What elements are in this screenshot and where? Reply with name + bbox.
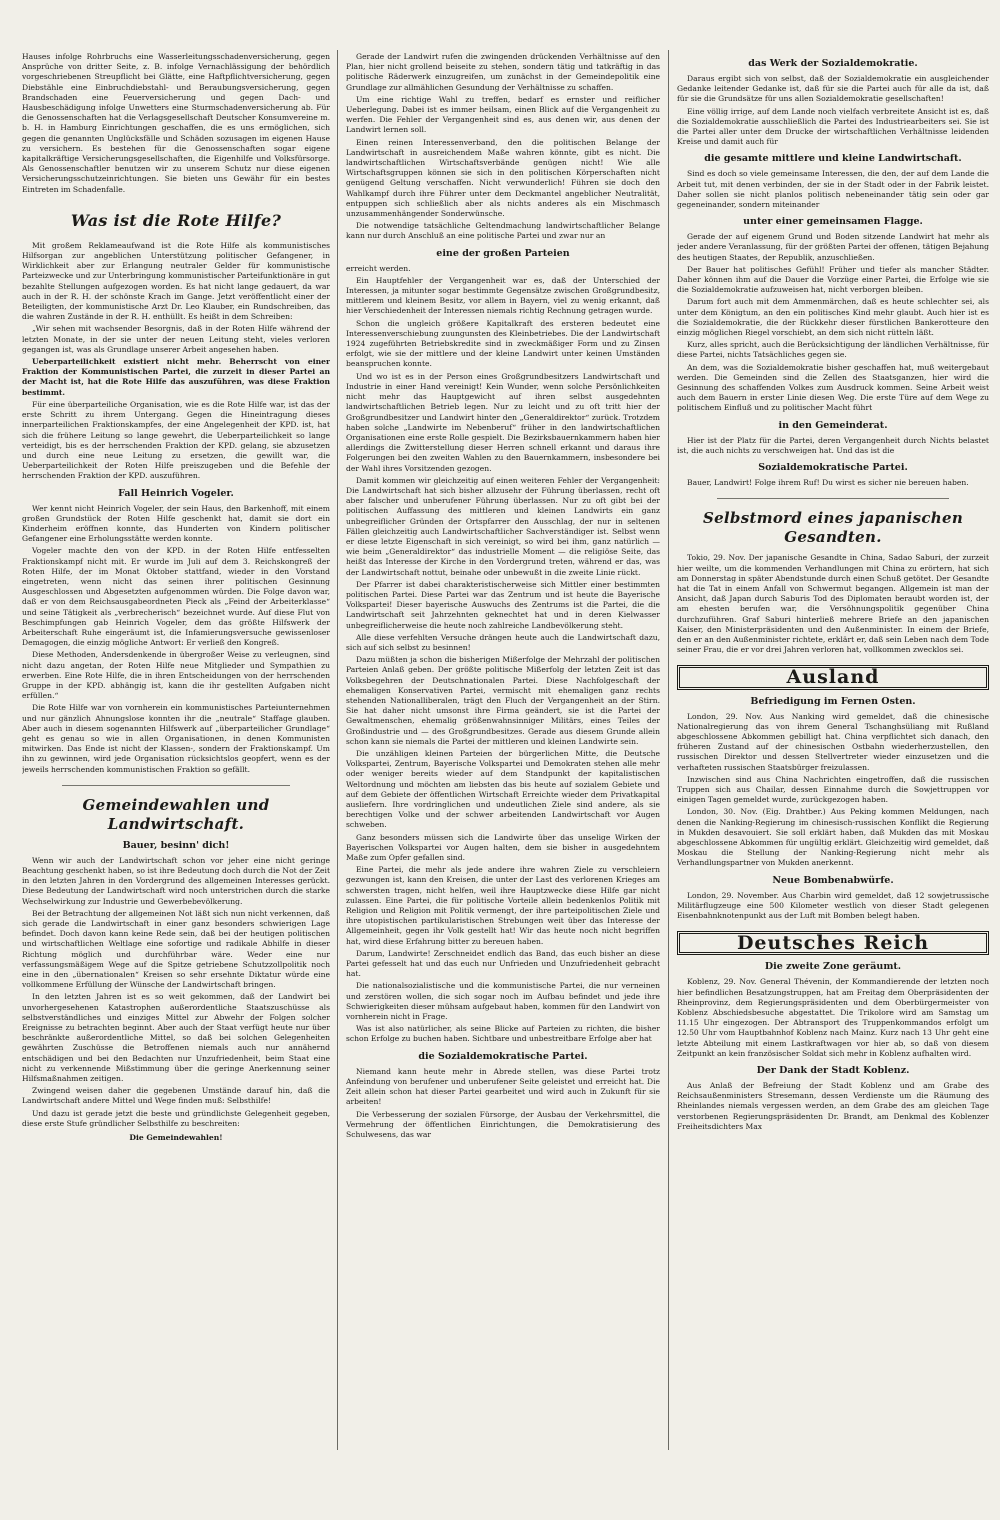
column-left [22, 52, 330, 1450]
section-box-ausland: Ausland [677, 665, 989, 689]
paragraph: Mit großem Reklameaufwand ist die Rote Hilfe als kommunistisches Hilfsorgan zur angeblichen Unterstützung politischer Gefangener, in Wirklichkeit aber zur Erlangung neutraler Gelder für kommunistische Parteizwecke und zur Unterbringung kommunistischer Parteifunktionäre in gut bezahlte Stellungen aufgezogen worden. Es hat nicht lange gedauert, da war auch in der R. H. der schönste Krach im Gange. Jetzt veröffentlicht einer der Beteiligten, der kommunistische Arzt Dr. Leo Klauber, ein Rundschreiben, das die wahren Zustände in der R. H. enthüllt. Es heißt in dem Schreiben: [22, 240, 330, 322]
paragraph: Die nationalsozialistische und die kommunistische Partei, die nur verneinen und zerstören wollen, die sich sogar noch im Aufbau befindet und jede ihre Schwierigkeiten dieser mühsam aufgebaut haben, kommen für den Landwirt von vornherein nicht in Frage. [346, 981, 660, 1022]
column-middle [346, 52, 660, 1450]
paragraph: Ueberparteilichkeit existiert nicht mehr. Beherrscht von einer Fraktion der Kommunistischen Partei, die zurzeit in dieser Partei an der Macht ist, hat die Rote Hilfe das auszuführen, was diese Fraktion bestimmt. [22, 357, 330, 397]
paragraph: Diese Methoden, Andersdenkende in übergroßer Weise zu verleugnen, sind nicht dazu angetan, der Roten Hilfe neue Mitglieder und Sympathien zu erwerben. Eine Rote Hilfe, die in ihren Entscheidungen von der herrschenden Gruppe in der KPD. abhängig ist, kann die ihr gestellten Aufgaben nicht erfüllen.“ [22, 650, 330, 701]
paragraph: Vogeler machte den von der KPD. in der Roten Hilfe entfesselten Fraktionskampf nicht mit. Er wurde im Juli auf dem 3. Reichskongreß der Roten Hilfe, der im Monat Oktober stattfand, wieder in den Vorstand eingetreten, wenn nicht das seinen ihrer politischen Gesinnung Ausgeschlossen und Abgesetzten aufgenommen würden. Die Folge davon war, daß er von dem Reichsausgabeordneten Pieck als „Feind der Arbeiterklasse“ und seine Tätigkeit als „verbrecherisch“ bezeichnet wurde. Auf diese Flut von Beschimpfungen gab Heinrich Vogeler, dem das größte Hilfswerk der Arbeiterschaft Ruhe eingeräumt ist, die Infamierungsversuche gewissenloser Demagogen, die einzig mögliche Antwort: Er verließ den Kongreß. [22, 546, 330, 648]
paragraph: Bauer, Landwirt! Folge ihrem Ruf! Du wirst es sicher nie bereuen haben. [687, 478, 969, 488]
paragraph: London, 29. Nov. Aus Nanking wird gemeldet, daß die chinesische Nationalregierung das von ihrem General Tschanghsüliang mit Rußland abgeschlossene Abkommen gebilligt hat. China verpflichtet sich danach, den früheren Zustand auf der chinesischen Ostbahn wiederherzustellen, den russischen Direktor und dessen Stellvertreter wieder einzusetzen und die verhafteten russischen Staatsbürger freizulassen. [677, 711, 989, 772]
paragraph: Ganz besonders müssen sich die Landwirte über das unselige Wirken der Bayerischen Volkspartei vor Augen halten, dem sie bisher in ausgedehntem Maße zum Opfer gefallen sind. [346, 832, 660, 863]
paragraph: Hier ist der Platz für die Partei, deren Vergangenheit durch Nichts belastet ist, die auch nichts zu verschweigen hat. Und das ist die [677, 435, 989, 455]
section-box-deutsches-reich: Deutsches Reich [677, 931, 989, 955]
column-right [677, 52, 989, 1450]
column-rule [337, 50, 338, 1450]
paragraph: Tokio, 29. Nov. Der japanische Gesandte in China, Sadao Saburi, der zurzeit hier weilte, um die kommenden Verhandlungen mit China zu erörtern, hat sich am Donnerstag in später Abendstunde durch einen Schuß getötet. Der Gesandte hat die Tat in einem Anfall von Schwermut begangen. Allgemein ist man der Ansicht, daß Japan durch Saburis Tod des Diplomaten beraubt worden ist, der am ehesten berufen war, die Versöhnungspolitik gegenüber China durchzuführen. Graf Saburi hinterließ mehrere Briefe an den japanischen Kaiser, den Ministerpräsidenten und den Außenminister. In einem der Briefe, den er an den Außenminister richtete, erklärt er, daß sein Leben nach dem Tode seiner Frau, die er vor drei Jahren verloren hat, vollkommen zwecklos sei. [677, 553, 989, 655]
subheading: in den Gemeinderat. [778, 419, 888, 431]
paragraph: Und wo ist es in der Person eines Großgrundbesitzers Landwirtschaft und Industrie in einer Hand vereinigt! Kein Wunder, wenn solche Persönlichkeiten nicht mehr das Hauptgewicht auf ihren selbst ausgedehnten landwirtschaftlichen Betrieb legen. Nur zu leicht und zu oft tritt hier der Großgrundbesitzer und Landwirt hinter den „Generaldirektor“ zurück. Trotzdem haben solche „Landwirte im Nebenberuf“ früher in den landwirtschaftlichen Organisationen eine erste Rolle gespielt. Die Bezirksbauernkammern haben hier allerdings die Zwitterstellung dieser Herren schnell erkannt und daraus ihre Folgerungen bei den zweiten Wahlen zu den Bauernkammern, insbesondere bei der Wahl ihres Vorsitzenden gezogen. [346, 371, 660, 473]
closing-line: Die Gemeindewahlen! [129, 1133, 223, 1143]
paragraph: Wenn wir auch der Landwirtschaft schon vor jeher eine nicht geringe Beachtung geschenkt haben, so ist ihre Bedeutung doch durch die Not der Zeit in den letzten Jahren in den Vordergrund des allgemeinen Interesses gerückt. Diese Bedeutung der Landwirtschaft wird noch unterstrichen durch die starke Wechselwirkung zur Industrie und Gewerbebevölkerung. [22, 855, 330, 906]
subheading-vogeler: Fall Heinrich Vogeler. [118, 487, 234, 499]
paragraph: Dazu müßten ja schon die bisherigen Mißerfolge der Mehrzahl der politischen Parteien Anlaß geben. Der größte politische Mißerfolg der letzten Zeit ist das Volksbegehren der Deutschnationalen Partei. Diese Nachfolgeschaft der ehemaligen Konservativen Partei, vermischt mit ehemaligen ganz rechts stehenden Nationalliberalen, trägt den Fluch der Vergangenheit an der Stirn. Sie hat daher nicht umsonst ihre Firma geändert, sie ist die Partei der Gewaltmenschen, ehemalig größenwahnsinniger Militärs, eines Teiles der Großindustrie und — des Großgrundbesitzes. Gerade aus diesem Grunde allein schon kann sie niemals die Partei der mittleren und kleinen Landwirte sein. [346, 655, 660, 746]
subheading: Die zweite Zone geräumt. [764, 961, 902, 973]
paragraph: Damit kommen wir gleichzeitig auf einen weiteren Fehler der Vergangenheit: Die Landwirtschaft hat sich bisher allzusehr der Führung überlassen, recht oft aber falscher und unberufener Führung überlassen. Nur zu oft gibt bei der politischen Auffassung des mittleren und kleinen Landwirts ein ganz unbegreiflicher Gründen der Ortspfarrer den Ausschlag, der nur in seltenen Fällen gleichzeitig auch Landwirtschaftlicher Sachverständiger ist. Selbst wenn er diese letzte Eigenschaft in sich vereinigt, so wird bei ihm, ganz natürlich — wie beim „Generaldirektor“ das industrielle Moment — die religiöse Seite, das heißt das Interesse der Kirche in den Vordergrund treten, während er das, was der Landwirtschaft nottut, beinahe oder unbewußt in die zweite Linie rückt. [346, 475, 660, 577]
centered-phrase: eine der großen Parteien [436, 247, 570, 259]
paragraph: Die unzähligen kleinen Parteien der bürgerlichen Mitte, die Deutsche Volkspartei, Zentrum, Bayerische Volkspartei und Demokraten stehen alle mehr oder weniger bereits wieder auf dem Standpunkt der kapitalistischen Weltordnung und möchten am liebsten das bis heute auf sozialem Gebiete und auf dem Gebiete der öffentlichen Wirtschaft Erreichte wieder dem Privatkapital ausliefern. Ihre vordringlichen und undeutlichen Ziele sind andere, als sie berechtigen Volke und der schwer arbeitenden Landwirtschaft vor Augen schweben. [346, 749, 660, 830]
paragraph: Eine Partei, die mehr als jede andere ihre wahren Ziele zu verschleiern gezwungen ist, kann den Kreisen, die unter der Last des verlorenen Krieges am schwersten tragen, nicht helfen, weil ihre Hauptzwecke diese Hilfe gar nicht zulassen. Eine Partei, die für politische Vorteile allein bedenkenlos Politik mit Religion und Religion mit Politik vermengt, der ihre parteipolitischen Ziele und ihre utopistischen partikularistischen Strebungen weit über das Interesse der Allgemeinheit, gegen ihr Volk gestellt hat! Wir das heute noch nicht begriffen hat, wird diese Erfahrung bitter zu bereuen haben. [346, 865, 660, 946]
headline-selbstmord: Selbstmord eines japanischen Gesandten. [702, 509, 964, 547]
paragraph: London, 29. November. Aus Charbin wird gemeldet, daß 12 sowjetrussische Militärflugzeuge eine 500 Kilometer westlich von dieser Stadt gelegenen Eisenbahnknotenpunkt aus der Luft mit Bomben belegt haben. [677, 890, 989, 920]
paragraph: Der Bauer hat politisches Gefühl! Früher und tiefer als mancher Städter. Daher können ihm auf die Dauer die Vorzüge einer Partei, die Erfolge wie sie die Sozialdemokratie aufzuweisen hat, nicht verborgen bleiben. [677, 264, 989, 295]
paragraph: Alle diese verfehlten Versuche drängen heute auch die Landwirtschaft dazu, sich auf sich selbst zu besinnen! [346, 632, 660, 652]
centered-phrase: die Sozialdemokratische Partei. [418, 1050, 588, 1062]
paragraph: Ein Hauptfehler der Vergangenheit war es, daß der Unterschied der Interessen, ja mitunter sogar bestimmte Gegensätze zwischen Großgrundbesitz, mittlerem und kleinem Besitz, vor allem in Bayern, viel zu wenig erkannt, daß hier Verschiedenheit der Interessen niemals richtig Rechnung getragen wurde. [346, 275, 660, 316]
paragraph: An dem, was die Sozialdemokratie bisher geschaffen hat, muß weitergebaut werden. Die Gemeinden sind die Zellen des Staatsganzen, hier wird die Gesinnung des schaffenden Volkes zum Ausdruck kommen. Seine Arbeit weist auch dem Bauern in erster Linie diesen Weg. Die erste Türe auf dem Wege zu politischem Einfluß und zu politischer Macht führt [677, 362, 989, 413]
section-divider [717, 498, 949, 499]
section-divider [62, 785, 290, 786]
paragraph: erreicht werden. [346, 263, 411, 273]
paragraph: Zwingend weisen daher die gegebenen Umstände darauf hin, daß die Landwirtschaft andere Mittel und Wege finden muß: Selbsthilfe! [22, 1086, 330, 1106]
paragraph: Darum fort auch mit dem Ammenmärchen, daß es heute schlechter sei, als unter dem Königtum, an den ein politisches Kind mehr glaubt. Auch hier ist es die Sozialdemokratie, die der Rückkehr dieser fürstlichen Bankerotteure den einzig möglichen Riegel vorschiebt, an dem sich nicht rütteln läßt. [677, 297, 989, 338]
paragraph: Gerade der Landwirt rufen die zwingenden drückenden Verhältnisse auf den Plan, hier nicht grollend beiseite zu stehen, sondern tätig und tatkräftig in das politische Räderwerk einzugreifen, um zunächst in der Gemeindepolitik eine Grundlage zur allmählichen Gesundung der Verhältnisse zu schaffen. [346, 52, 660, 92]
subheading: Der Dank der Stadt Koblenz. [756, 1065, 910, 1077]
subheading: Sozialdemokratische Partei. [758, 462, 908, 474]
paragraph: Eine völlig irrige, auf dem Lande noch vielfach verbreitete Ansicht ist es, daß die Sozialdemokratie ausschließlich die Partei des Industriearbeiters sei. Sie ist die Partei aller unter dem Drucke der wirtschaftlichen Verhältnisse leidenden Kreise und damit auch für [677, 106, 989, 147]
paragraph: Die notwendige tatsächliche Geltendmachung landwirtschaftlicher Belange kann nur durch Anschluß an eine politische Partei und zwar nur an [346, 221, 660, 241]
subheading-bauer: Bauer, besinn' dich! [122, 839, 230, 851]
paragraph: „Wir sehen mit wachsender Besorgnis, daß in der Roten Hilfe während der letzten Monate, in der sie unter der neuen Leitung steht, vieles verloren gegangen ist, was als Grundlage unserer Arbeit angesehen haben. [22, 324, 330, 354]
paragraph: Und dazu ist gerade jetzt die beste und gründlichste Gelegenheit gegeben, diese erste Stufe gründlicher Selbsthilfe zu beschreiten: [22, 1108, 330, 1128]
paragraph: Die Verbesserung der sozialen Fürsorge, der Ausbau der Verkehrsmittel, die Vermehrung der öffentlichen Einrichtungen, die Demokratisierung des Schulwesens, das war [346, 1109, 660, 1139]
paragraph: Schon die ungleich größere Kapitalkraft des ersteren bedeutet eine Interessenverschiebung zuungunsten des Kleinbetriebes. Die der Landwirtschaft 1924 zugeführten Betriebskredite sind in zweckmäßiger Form und zu Zinsen erfolgt, wie sie der mittlere und der kleine Landwirt unter keinen Umständen beanspruchen konnte. [346, 318, 660, 369]
subheading: die gesamte mittlere und kleine Landwirtschaft. [704, 153, 962, 165]
paragraph: Um eine richtige Wahl zu treffen, bedarf es ernster und reiflicher Ueberlegung. Dabei ist es immer heilsam, einen Blick auf die Vergangenheit zu werfen. Die Fehler der Vergangenheit sind es, aus denen wir, aus denen der Landwirt lernen soll. [346, 94, 660, 135]
paragraph: Darum, Landwirte! Zerschneidet endlich das Band, das euch bisher an diese Partei gefesselt hat und das euch nur Unfrieden und Unzufriedenheit gebracht hat. [346, 948, 660, 979]
subheading: unter einer gemeinsamen Flagge. [743, 216, 923, 228]
paragraph: Der Pfarrer ist dabei charakteristischerweise sich Mittler einer bestimmten politischen Partei. Diese Partei war das Zentrum und ist heute die Bayerische Volkspartei! Dieser bayerische Auswuchs des Zentrums ist die Partei, die die Landwirtschaft seit Jahrzehnten geknechtet hat und in deren Kielwasser unbegreiflicherweise die heute noch zahlreiche Landbevölkerung steht. [346, 579, 660, 630]
paragraph: Die Rote Hilfe war von vornherein ein kommunistisches Parteiunternehmen und nur gänzlich Ahnungslose konnten ihr die „neutrale“ Staffage glauben. Aber auch in diesem sogenannten Hilfswerk auf „überparteilicher Grundlage“ geht es genau so wie in allen Organisationen, in denen Kommunisten mitwirken. Das Ende ist nicht der Klassen-, sondern der Fraktionskampf. Um ihn zu gewinnen, wird jede Organisation rücksichtslos geopfert, wenn es der jeweils herrschenden kommunistischen Fraktion so gefällt. [22, 703, 330, 774]
paragraph: Daraus ergibt sich von selbst, daß der Sozialdemokratie ein ausgleichender Gedanke leitender Gedanke ist, daß für sie die Partei auch für alle da ist, daß für sie die Grundsätze für uns allen Sozialdemokratie gesellschaften! [677, 74, 989, 104]
paragraph: Wer kennt nicht Heinrich Vogeler, der sein Haus, den Barkenhoff, mit einem großen Grundstück der Roten Hilfe geschenkt hat, damit sie dort ein Kinderheim eröffnen konnte, das Hunderten von Kindern politischer Gefangener eine Erholungsstätte werden konnte. [22, 503, 330, 544]
subheading: das Werk der Sozialdemokratie. [748, 58, 918, 69]
paragraph: Gerade der auf eigenem Grund und Boden sitzende Landwirt hat mehr als jeder andere Veranlassung, für der größten Partei der offenen, tätigen Bejahung des heutigen Staates, der Republik, anzuschließen. [677, 232, 989, 262]
column-rule [668, 50, 669, 1450]
headline-gemeindewahlen: Gemeindewahlen und Landwirtschaft. [82, 795, 270, 833]
paragraph: In den letzten Jahren ist es so weit gekommen, daß der Landwirt bei unvorhergesehenen Katastrophen außerordentliche Staatszuschüsse als selbstverständliches und einziges Mittel zur Abwehr der Folgen solcher Ereignisse zu betrachten beginnt. Aber auch der Staat verfügt heute nur über beschränkte außerordentliche Mittel, so daß bei solchen Gelegenheiten gewährten Zuschüsse die Betroffenen niemals auch nur annähernd entschädigen und bei den Bedachten nur Unzufriedenheit, beim Staat eine nicht zu verkennende Mißstimmung über die geringe Anerkennung seiner Hilfsmaßnahmen zeitigen. [22, 992, 330, 1084]
paragraph: Bei der Betrachtung der allgemeinen Not läßt sich nun nicht verkennen, daß sich gerade die Landwirtschaft in einer ganz besonders schwierigen Lage befindet. Doch davon kann keine Rede sein, daß bei der heutigen politischen und wirtschaftlichen Weltlage eine sofortige und radikale Abhilfe in dieser Richtung möglich und durchführbar wäre. Weder eine nur verfassungsmäßigem Wege auf die Spitze getriebene Schutzzollpolitik noch eine in den „übernationalen“ Kreisen so sehr ersehnte Diktatur würde eine vollkommene Erfüllung der Wünsche der Landwirtschaft bringen. [22, 908, 330, 990]
paragraph: Inzwischen sind aus China Nachrichten eingetroffen, daß die russischen Truppen sich aus Chailar, dessen Einnahme durch die Sowjettruppen vor einigen Tagen gemeldet wurde, zurückgezogen haben. [677, 774, 989, 805]
paragraph: Koblenz, 29. Nov. General Thévenin, der Kommandierende der letzten noch hier befindlichen Besatzungstruppen, hat am Freitag dem Oberpräsidenten der Rheinprovinz, dem Regierungspräsidenten und dem Oberbürgermeister von Koblenz Abschiedsbesuche abgestattet. Die Trikolore wird am Samstag um 11.15 Uhr eingezogen. Der Abtransport des Truppenkommandos erfolgt um 12.50 Uhr vom Hauptbahnhof Koblenz nach Mainz. Kurz nach 13 Uhr geht eine letzte Abteilung mit einem Lastkraftwagen vor hier ab, so daß von diesem Zeitpunkt an kein französischer Soldat sich mehr in Koblenz aufhalten wird. [677, 977, 989, 1058]
article-continuation: Hauses infolge Rohrbruchs eine Wasserleitungsschadenversicherung, gegen Ansprüche von dritter Seite, z. B. infolge Vernachlässigung der behördlich vorgeschriebenen Streupflicht bei Glätte, eine Haftpflichtversicherung, gegen Diebstähle eine Einbruchdiebstahl- und Beraubungsversicherung, gegen Brandschaden eine Feuerversicherung und gegen Dach- und Hausbeschädigung infolge Unwetters eine Sturmschadenversicherung ab. Für die Genossenschaften hat die Verlagsgesellschaft Deutscher Konsumvereine m. b. H. in Hamburg Einrichtungen geschaffen, die es uns ermöglichen, sich gegen die genannten Unglücksfälle und Schäden sozusagen im eigenen Hause zu versichern. Es bestehen für die Genossenschaften sogar eigene kapitalkräftige Versicherungsgesellschaften, die Eigenhilfe und Volksfürsorge. Als Genossenschaftler benutzen wir zu unserem Schutz nur diese eigenen Versicherungsschutzeinrichtungen. Sie bieten uns Gewähr für ein bestes Eintreten im Schadenfalle. [22, 52, 330, 194]
paragraph: London, 30. Nov. (Eig. Drahtber.) Aus Peking kommen Meldungen, nach denen die Nanking-Regierung im chinesisch-russischen Konflikt die Regierung in Mukden desavouiert. Sie soll erklärt haben, daß Mukden das mit Moskau abgeschlossene Abkommen für ungültig erklärt. Gleichzeitig wird gemeldet, daß Moskau die Stellung der Nanking-Regierung nicht mehr als Verhandlungspartner von Mukden anerkennt. [677, 807, 989, 868]
paragraph: Kurz, alles spricht, auch die Berücksichtigung der ländlichen Verhältnisse, für diese Partei, nichts Tatsächliches gegen sie. [677, 340, 989, 360]
paragraph: Sind es doch so viele gemeinsame Interessen, die den, der auf dem Lande die Arbeit tut, mit denen verbinden, der sie in der Stadt oder in der Fabrik leistet. Daher sollen sie nicht planlos politisch nebeneinander tätig sein oder gar gegeneinander, sondern miteinander [677, 169, 989, 210]
headline-rote-hilfe: Was ist die Rote Hilfe? [70, 210, 282, 230]
subheading: Befriedigung im Fernen Osten. [750, 695, 916, 707]
paragraph: Für eine überparteiliche Organisation, wie es die Rote Hilfe war, ist das der erste Schritt zu ihrem Untergang. Gegen die Hineintragung dieses innerparteilichen Fraktionskampfes, der eine Angelegenheit der KPD. ist, hat sich die frühere Leitung so lange gewehrt, die Ueberparteilichkeit so lange verteidigt, bis es der herrschenden Fraktion der KPD. gelang, sie abzusetzen und durch eine neue Leitung zu ersetzen, die gewillt war, die Ueberparteilichkeit der Roten Hilfe preiszugeben und die Befehle der herrschenden Fraktion der KPD. auszuführen. [22, 399, 330, 481]
paragraph: Niemand kann heute mehr in Abrede stellen, was diese Partei trotz Anfeindung von berufener und unberufener Seite geleistet und erreicht hat. Die Zeit allein schon hat dieser Partei gearbeitet und wird auch in Zukunft für sie arbeiten! [346, 1066, 660, 1107]
paragraph: Was ist also natürlicher, als seine Blicke auf Parteien zu richten, die bisher schon Erfolge zu buchen haben. Sichtbare und unbestreitbare Erfolge aber hat [346, 1024, 660, 1044]
subheading: Neue Bombenabwürfe. [772, 874, 894, 886]
paragraph: Aus Anlaß der Befreiung der Stadt Koblenz und am Grabe des Reichsaußenministers Stresemann, dessen Verdienste um die Räumung des Rheinlandes niemals vergessen werden, an dem Grabe des am gleichen Tage verstorbenen Regierungspräsidenten Dr. Brandt, am Denkmal des Koblenzer Freiheitsdichters Max [677, 1081, 989, 1131]
paragraph: Einen reinen Interessenverband, den die politischen Belange der Landwirtschaft in ausreichendem Maße wahren könnte, gibt es nicht. Die landwirtschaftlichen Wirtschaftsverbände genügen nicht! Wie alle Wirtschaftsgruppen können sie sich in den politischen Körperschaften nicht genügend Geltung verschaffen. Nicht verwunderlich! Führen sie doch den Wahlkampf durch ihre Führer unter dem Deckmantel angeblicher Neutralität, entpuppen sich schließlich aber als nichts anderes als ein Mischmasch unzusammenhängender Sonderwünsche. [346, 137, 660, 219]
